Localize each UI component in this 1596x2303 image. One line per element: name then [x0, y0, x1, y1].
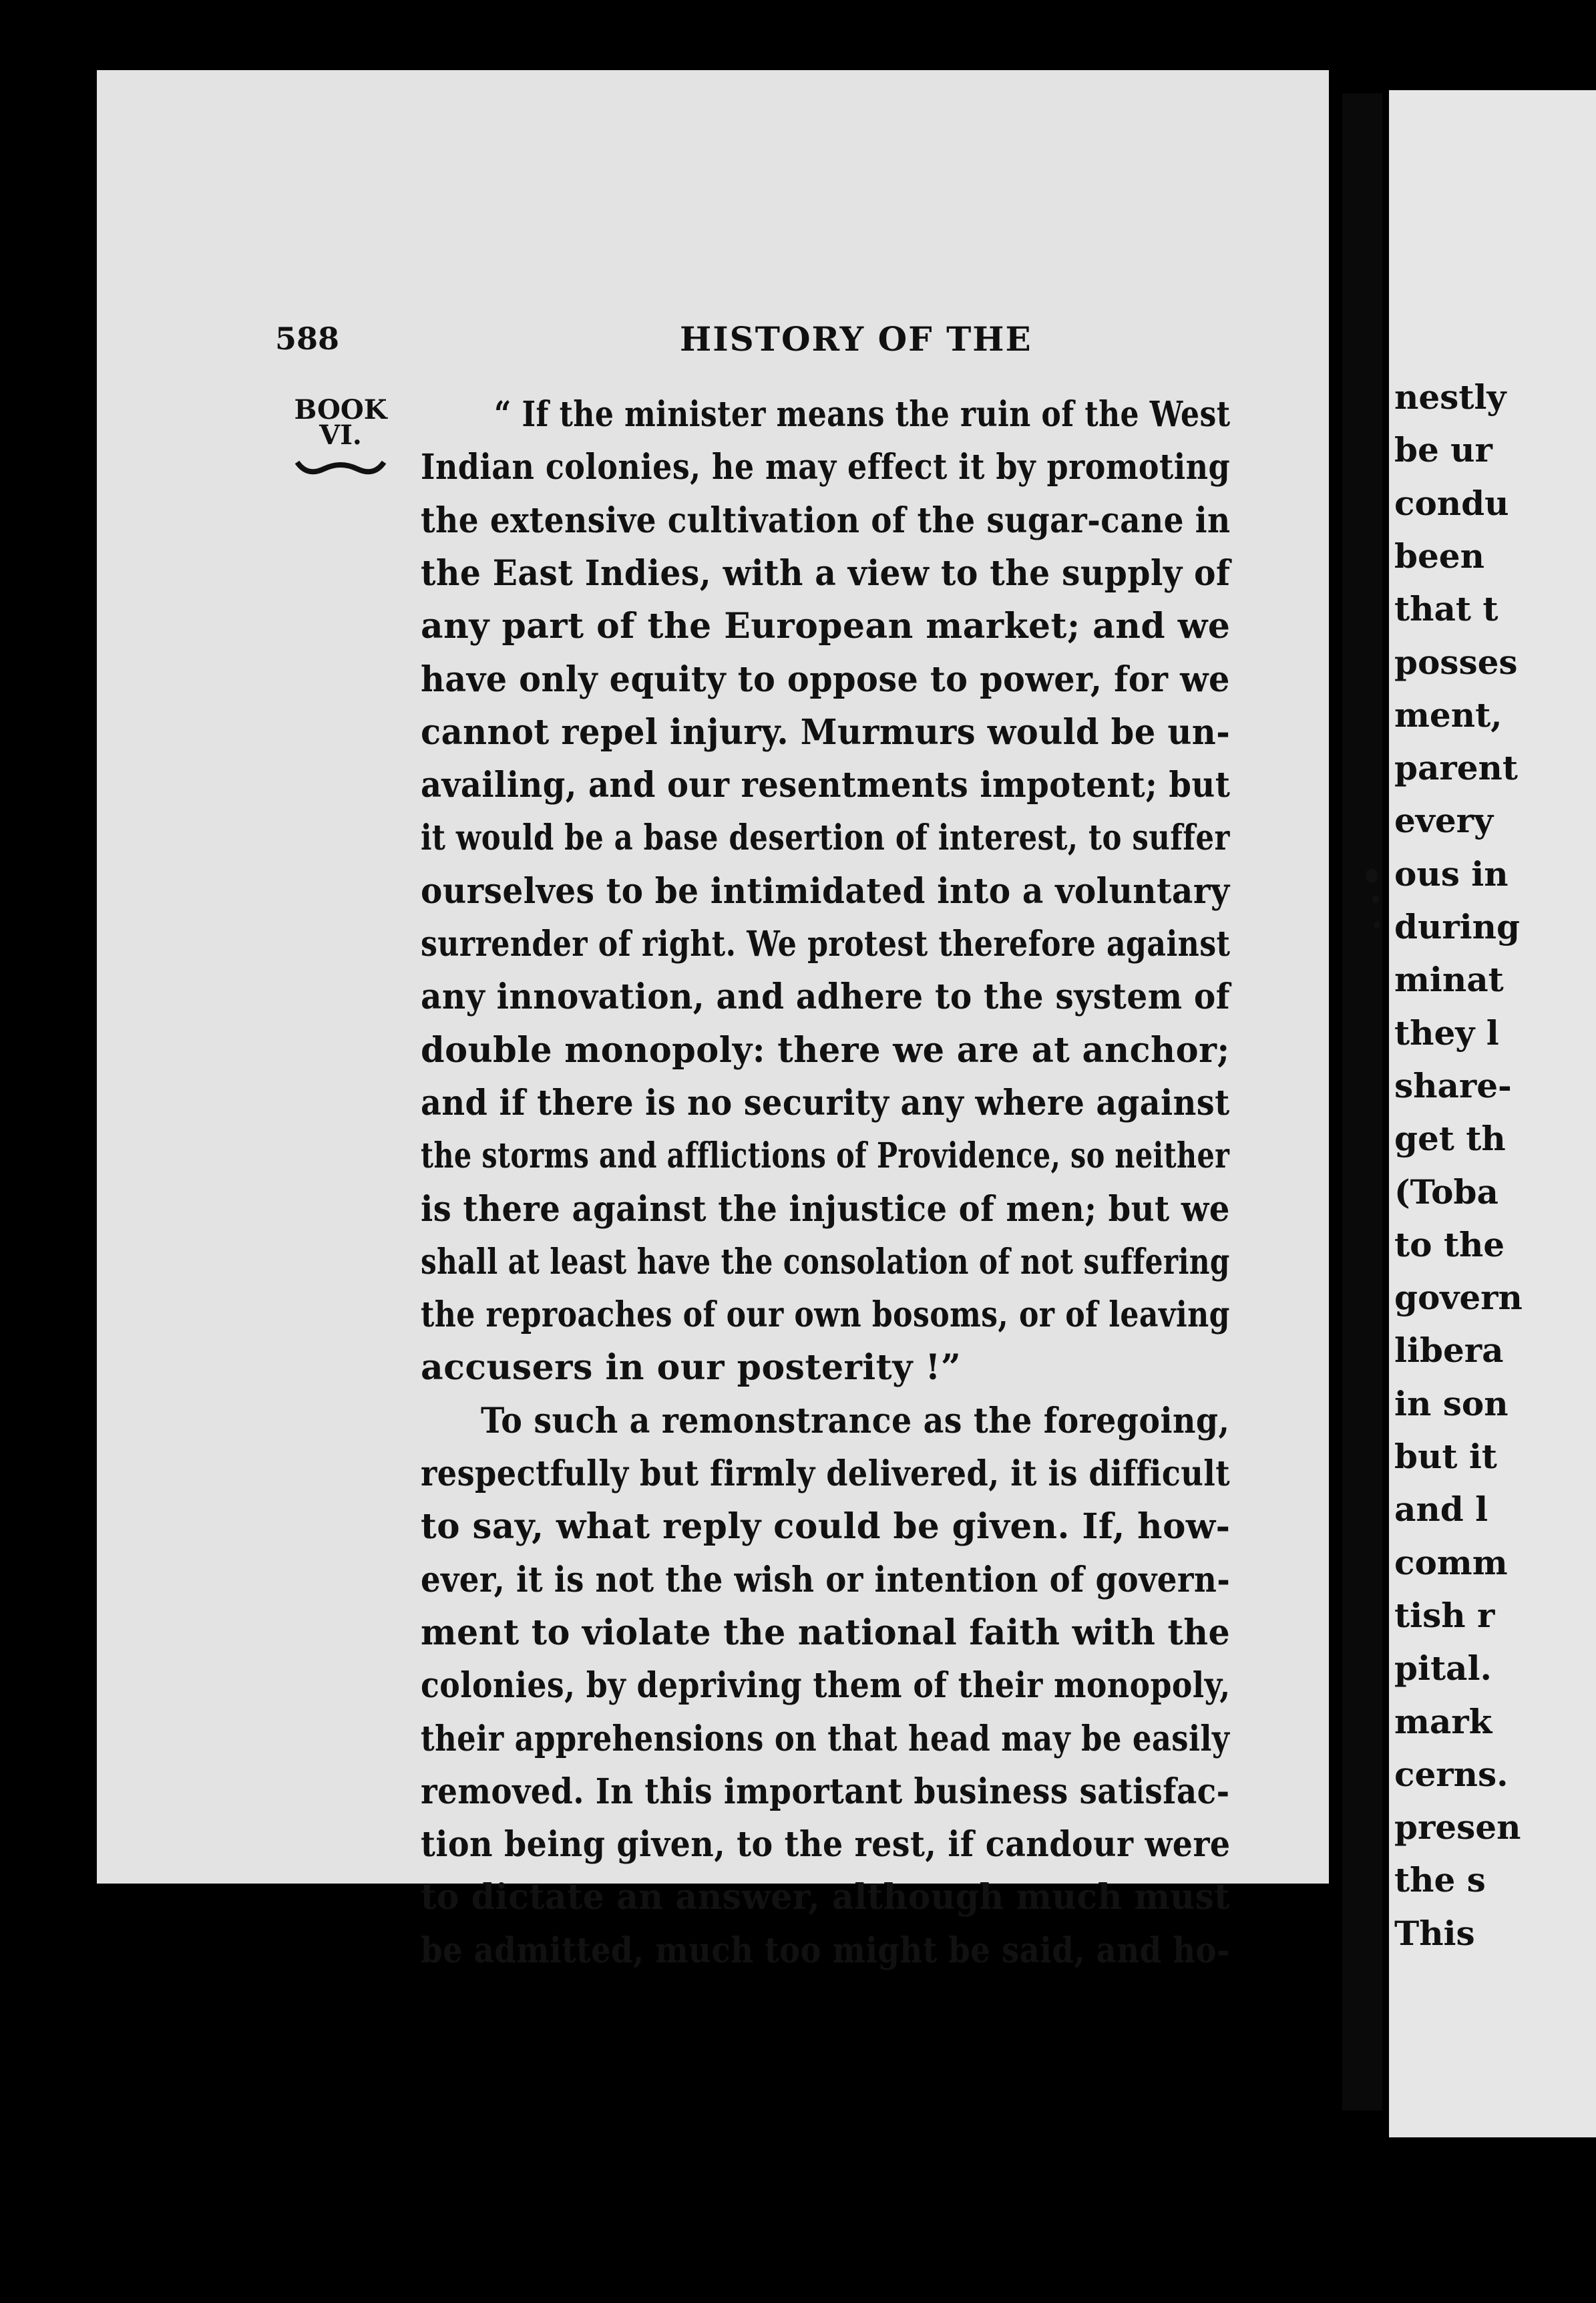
body-text-line: any part of the European market; and we	[421, 606, 1231, 647]
page-number: 588	[275, 321, 340, 357]
right-page-text-line: nestly	[1394, 377, 1507, 417]
right-page-text-line: be ur	[1394, 430, 1492, 470]
right-page-text-line: during	[1394, 907, 1520, 946]
body-text-line: and if there is no security any where against	[421, 1082, 1230, 1123]
right-page-text-line: but it	[1394, 1437, 1497, 1476]
right-page-text-line: condu	[1394, 483, 1509, 523]
side-note-book: BOOK	[294, 394, 387, 425]
ink-spot	[1366, 868, 1378, 883]
body-text-line: cannot repel injury. Murmurs would be un-	[421, 711, 1231, 753]
body-text-line: “ If the minister means the ruin of the West	[494, 394, 1231, 435]
body-text-line: any innovation, and adhere to the system of	[421, 977, 1231, 1018]
body-text-line: ourselves to be intimidated into a voluntary	[421, 870, 1230, 912]
side-note	[294, 394, 387, 451]
body-text-line: is there against the injustice of men; but we	[421, 1188, 1230, 1230]
right-page-text-line: parent	[1394, 748, 1518, 788]
body-text-line: the extensive cultivation of the sugar-cane in	[421, 500, 1231, 541]
right-page-text-line: libera	[1394, 1331, 1504, 1371]
body-text-line: accusers in our posterity !”	[421, 1347, 962, 1389]
ink-spot	[1372, 895, 1379, 903]
right-page-text-line: the s	[1394, 1860, 1486, 1900]
right-page-text-line: every	[1394, 801, 1494, 841]
body-text-line: shall at least have the consolation of not suffering	[421, 1241, 1230, 1282]
body-text-line: be admitted, much too might be said, and ho-	[421, 1930, 1230, 1971]
ink-spot	[1374, 922, 1380, 928]
body-text-line: surrender of right. We protest therefore against	[421, 924, 1231, 964]
body-text-line: ment to violate the national faith with the	[421, 1612, 1231, 1653]
body-text-line: to say, what reply could be given. If, how-	[421, 1506, 1231, 1548]
right-page	[1389, 90, 1596, 2137]
right-page-text-line: pital.	[1394, 1648, 1492, 1689]
body-text-line: Indian colonies, he may effect it by promoting	[421, 447, 1231, 488]
running-head: HISTORY OF THE	[680, 319, 1032, 359]
body-text-line: the reproaches of our own bosoms, or of leaving	[421, 1294, 1230, 1336]
body-text-line: availing, and our resentments impotent; but	[421, 765, 1231, 806]
right-page-text-line: comm	[1394, 1542, 1508, 1582]
right-page-text-line: that t	[1394, 589, 1499, 629]
right-page-text-line: get th	[1394, 1119, 1506, 1159]
right-page-text-line: ment,	[1394, 695, 1503, 735]
right-page-text-line: ous in	[1394, 854, 1509, 894]
side-note-flourish	[294, 454, 387, 481]
right-page-text-line: they l	[1394, 1013, 1499, 1053]
right-page-text-line: tish r	[1394, 1595, 1495, 1635]
right-page-text-line: posses	[1394, 642, 1518, 682]
right-page-text-line: presen	[1394, 1807, 1521, 1847]
body-text-line: have only equity to oppose to power, for we	[421, 659, 1230, 700]
body-text-line: respectfully but firmly delivered, it is difficult	[421, 1453, 1231, 1494]
body-text-line: colonies, by depriving them of their monopoly,	[421, 1665, 1231, 1707]
body-text-line: the storms and afflictions of Providence, so neither	[421, 1135, 1230, 1177]
body-text-line: double monopoly: there we are at anchor;	[421, 1029, 1230, 1071]
right-page-text-line: This	[1394, 1913, 1475, 1953]
right-page-text-line: cerns.	[1394, 1754, 1509, 1794]
body-text-line: ever, it is not the wish or intention of govern-	[421, 1559, 1231, 1600]
body-text-line: To such a remonstrance as the foregoing,	[481, 1400, 1230, 1441]
body-text-line: the East Indies, with a view to the supply of	[421, 552, 1231, 594]
side-note-number: VI.	[319, 419, 362, 451]
body-text-line: to dictate an answer, although much must	[421, 1877, 1231, 1918]
right-page-text-line: in son	[1394, 1383, 1509, 1423]
body-text-line: their apprehensions on that head may be easily	[421, 1718, 1230, 1759]
right-page-text-line: to the	[1394, 1224, 1505, 1264]
right-page-text-line: share-	[1394, 1065, 1512, 1105]
right-page-text-line: (Toba	[1394, 1172, 1499, 1212]
right-page-text-line: govern	[1394, 1278, 1523, 1318]
page-gutter-shadow	[1342, 94, 1382, 2111]
body-text-line: it would be a base desertion of interest, to suffer	[421, 818, 1230, 859]
body-text-line: removed. In this important business satisfac-	[421, 1771, 1230, 1812]
right-page-text-line: been	[1394, 536, 1484, 576]
right-page-text-line: mark	[1394, 1701, 1492, 1741]
right-page-text-line: minat	[1394, 960, 1504, 1000]
right-page-text-line: and l	[1394, 1489, 1488, 1530]
body-text-line: tion being given, to the rest, if candour were	[421, 1824, 1231, 1866]
